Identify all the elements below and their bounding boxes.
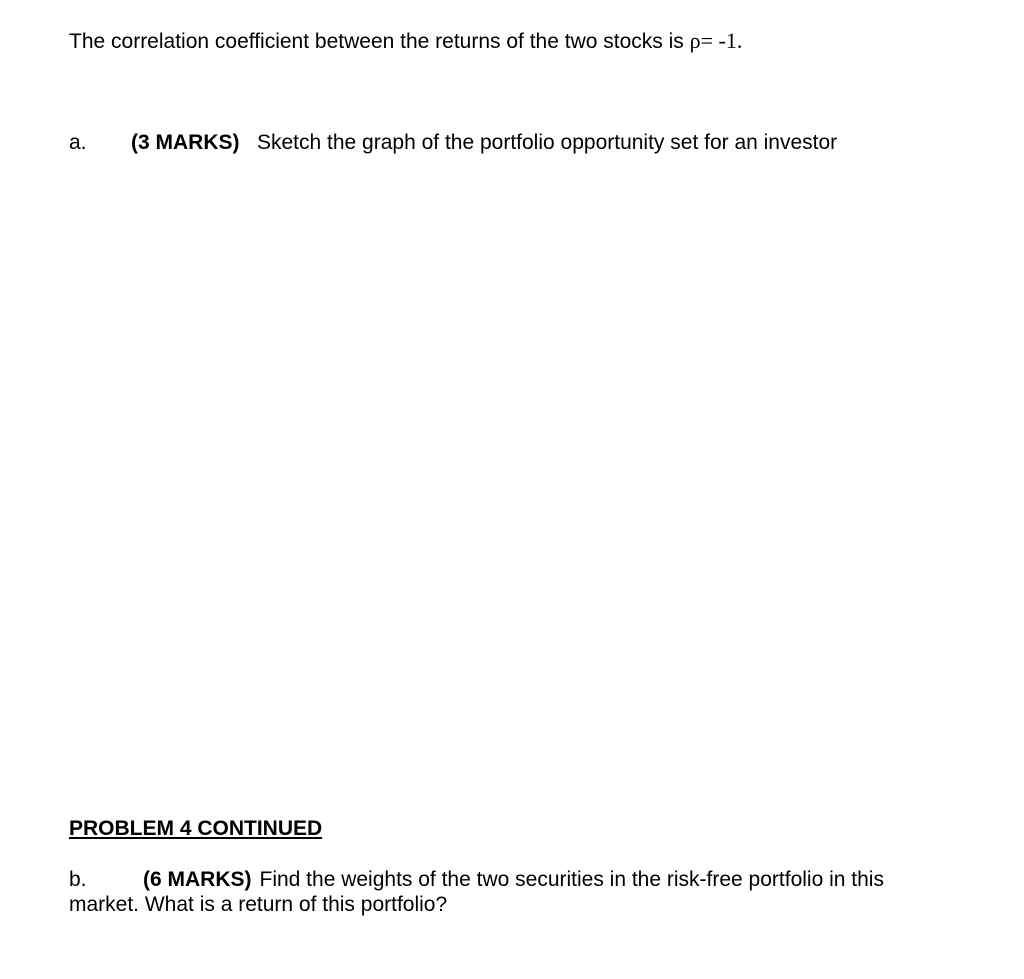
question-b [69, 867, 959, 917]
question-b-text: Find the weights of the two securities in the risk-free portfolio in this market. What is a return of this portfolio? [69, 868, 884, 916]
question-a-label: a. [69, 131, 87, 154]
section-heading: PROBLEM 4 CONTINUED [69, 817, 323, 840]
intro-statement [69, 28, 742, 54]
question-a-text: Sketch the graph of the portfolio opportunity set for an investor [257, 131, 838, 154]
rho-symbol: ρ [689, 28, 701, 53]
question-a-marks: (3 MARKS) [131, 131, 240, 154]
rho-value: = -1. [700, 28, 743, 53]
intro-text: The correlation coefficient between the returns of the two stocks is [69, 30, 690, 53]
question-b-marks: (6 MARKS) [143, 868, 252, 891]
question-b-label: b. [69, 868, 87, 891]
